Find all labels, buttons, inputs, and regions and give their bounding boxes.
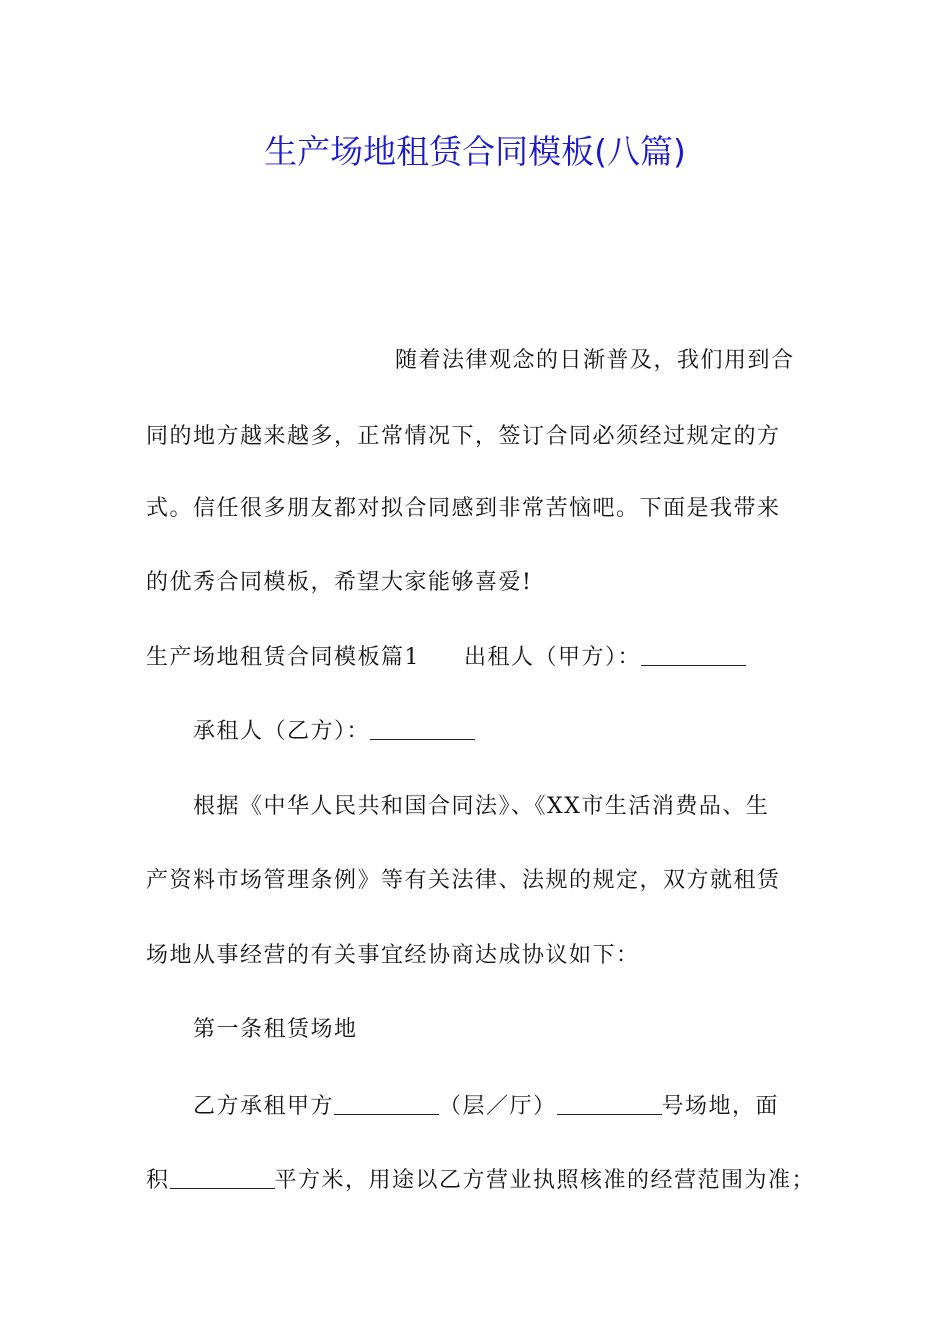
space-number-blank <box>557 1092 662 1115</box>
area-blank <box>170 1166 275 1189</box>
article-1-text-d: 积 <box>146 1168 170 1193</box>
article-1-line-1 <box>193 1092 779 1122</box>
article-1-line-2 <box>146 1166 815 1196</box>
lessor-label: 出租人（甲方）： <box>464 645 642 670</box>
lessor-blank <box>641 643 746 666</box>
basis-line-1: 根据《中华人民共和国合同法》、《XX市生活消费品、生 <box>193 794 770 819</box>
lessee-line <box>193 717 475 747</box>
document-title: 生产场地租赁合同模板(八篇) <box>264 132 686 171</box>
article-1-text-a: 乙方承租甲方 <box>193 1094 335 1119</box>
intro-line-1: 随着法律观念的日渐普及，我们用到合 <box>395 348 795 373</box>
intro-line-3: 式。信任很多朋友都对拟合同感到非常苦恼吧。下面是我带来 <box>146 496 781 521</box>
floor-blank <box>334 1092 439 1115</box>
intro-line-2: 同的地方越来越多，正常情况下，签订合同必须经过规定的方 <box>146 424 781 449</box>
article-1-text-e: 平方米，用途以乙方营业执照核准的经营范围为准； <box>274 1168 816 1193</box>
article-1-title: 第一条租赁场地 <box>193 1017 358 1042</box>
intro-line-4: 的优秀合同模板，希望大家能够喜爱! <box>146 570 533 595</box>
article-1-text-b: （层／厅） <box>439 1094 557 1119</box>
section-heading: 生产场地租赁合同模板篇1 <box>146 645 420 670</box>
lessee-blank <box>370 717 475 740</box>
lessee-label: 承租人（乙方）： <box>193 719 371 744</box>
article-1-text-c: 号场地，面 <box>661 1094 780 1119</box>
basis-line-3: 场地从事经营的有关事宜经协商达成协议如下： <box>146 943 640 968</box>
basis-line-2: 产资料市场管理条例》等有关法律、法规的规定，双方就租赁 <box>146 868 781 893</box>
section-heading-line <box>146 643 746 673</box>
